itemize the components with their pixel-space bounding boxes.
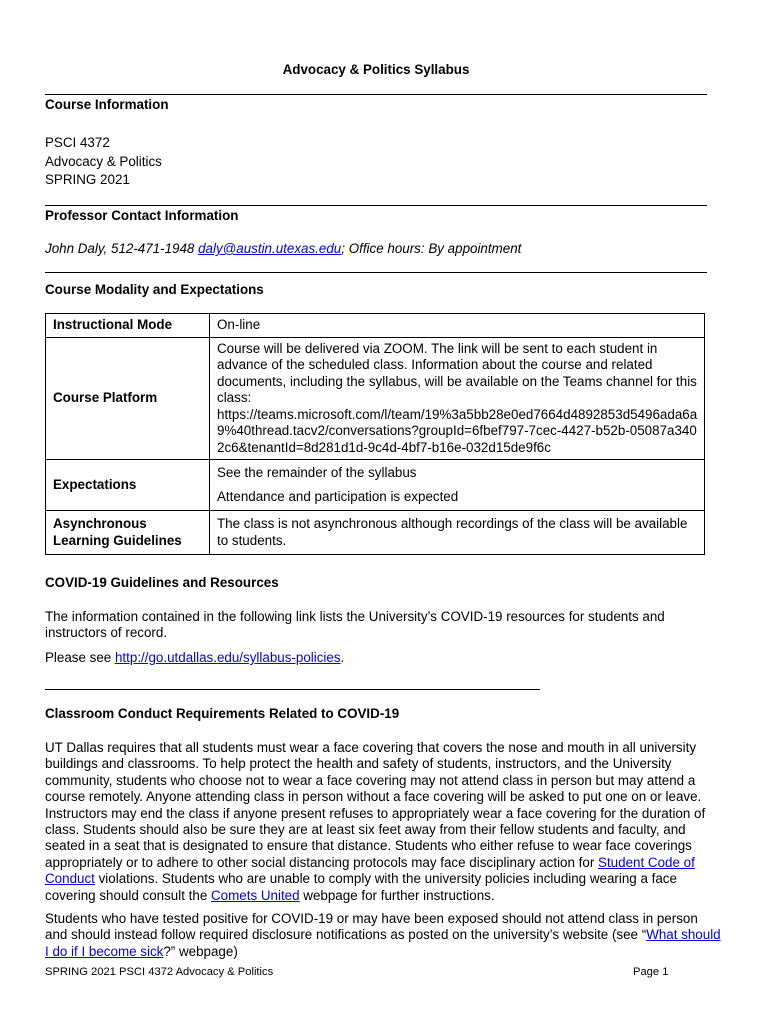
conduct-text-1: UT Dallas requires that all students must wear a face covering that covers the nose and mouth in all university buildings and classrooms. To help protect the health and safety of students, instructors, and the University community, students who choose not to wear a face covering may not attend class in person but may attend a course remotely. Anyone attending class in person without a face covering will be asked to put one on or leave. Instructors may end the class if anyone present refuses to appropriately wear a face covering for the duration of class. Students should also be sure they are at least six feet away from their fellow students and faculty, and seated in a seat that is designated to ensure that distance. Students who either refuse to wear face coverings appropriately or to adhere to other social distancing protocols may face disciplinary action for — [45, 740, 706, 870]
comets-united-link[interactable]: Comets United — [211, 887, 300, 903]
teams-url: https://teams.microsoft.com/l/team/19%3a5bb28e0ed7664d4892853d5496ada6a9%40thread.tacv2/conversations?groupId=6fbef797-7cec-4427-b52b-05087a3402c6&tenantId=8d281d1d-9c4d-4bf7-b16e-032d15de9f6c — [217, 406, 698, 455]
student-code-link[interactable]: Student Code of Conduct — [45, 854, 695, 887]
conduct-text-3: webpage for further instructions. — [299, 887, 495, 903]
conduct-paragraph-1 — [45, 740, 721, 904]
expectations-value-1: See the remainder of the syllabus — [217, 465, 417, 481]
document-title: Advocacy & Politics Syllabus — [282, 62, 470, 77]
covid-see-text: Please see — [45, 650, 115, 665]
conduct-text-4: Students who have tested positive for COVID-19 or may have been exposed should not attend class in person and should instead follow required disclosure notifications as posted on the university’s website (see “ — [45, 911, 698, 943]
professor-email-link[interactable]: daly@austin.utexas.edu — [198, 241, 342, 256]
footer-left: SPRING 2021 PSCI 4372 Advocacy & Politics — [45, 966, 274, 978]
syllabus-policies-link[interactable]: http://go.utdallas.edu/syllabus-policies — [114, 650, 341, 665]
professor-name-phone: John Daly, 512-471-1948 — [45, 241, 199, 256]
expectations-value-2: Attendance and participation is expected — [217, 488, 459, 504]
page-number: Page 1 — [633, 966, 669, 978]
table-row — [46, 511, 705, 555]
professor-contact-line — [45, 241, 721, 257]
platform-value: Course will be delivered via ZOOM. The link will be sent to each student in advance of the scheduled class. Information about the course and related documents, including the syllabus, will be available on the Teams channel for this class: — [217, 341, 697, 406]
course-term: SPRING 2021 — [45, 172, 130, 187]
async-label-line-1: Asynchronous — [53, 516, 147, 532]
divider — [45, 94, 707, 95]
conduct-paragraph-2 — [45, 911, 721, 960]
divider — [45, 205, 707, 206]
modality-table — [45, 313, 705, 555]
mode-value: On-line — [210, 314, 705, 338]
course-number: PSCI 4372 — [45, 135, 110, 150]
professor-heading: Professor Contact Information — [45, 208, 239, 223]
course-info-lines — [45, 135, 721, 191]
expectations-cell — [210, 460, 705, 511]
office-hours: ; Office hours: By appointment — [341, 241, 522, 256]
async-label — [46, 511, 210, 555]
expectations-label: Expectations — [46, 460, 210, 511]
become-sick-link[interactable]: What should I do if I become sick — [45, 927, 721, 959]
covid-see-end: . — [340, 650, 345, 665]
course-name: Advocacy & Politics — [45, 153, 162, 169]
modality-heading: Course Modality and Expectations — [45, 282, 264, 297]
course-info-heading: Course Information — [45, 97, 169, 112]
covid-paragraph: The information contained in the following link lists the University’s COVID-19 resources for students and instructors of record. — [45, 609, 665, 641]
conduct-heading: Classroom Conduct Requirements Related to COVID-19 — [45, 706, 400, 721]
table-row — [46, 338, 705, 460]
conduct-text-5: ?” webpage) — [163, 943, 238, 959]
table-row — [46, 460, 705, 511]
covid-see-line — [45, 650, 721, 666]
conduct-text-2: violations. Students who are unable to comply with the university policies including wearing a face covering should consult the — [45, 871, 677, 903]
divider — [45, 272, 707, 273]
async-label-line-2: Learning Guidelines — [53, 532, 182, 548]
covid-heading: COVID-19 Guidelines and Resources — [45, 575, 279, 590]
platform-cell — [210, 338, 705, 460]
table-row — [46, 314, 705, 338]
mode-label: Instructional Mode — [46, 314, 210, 338]
async-value: The class is not asynchronous although recordings of the class will be available to students. — [210, 511, 705, 555]
platform-label: Course Platform — [46, 338, 210, 460]
divider — [45, 689, 540, 690]
